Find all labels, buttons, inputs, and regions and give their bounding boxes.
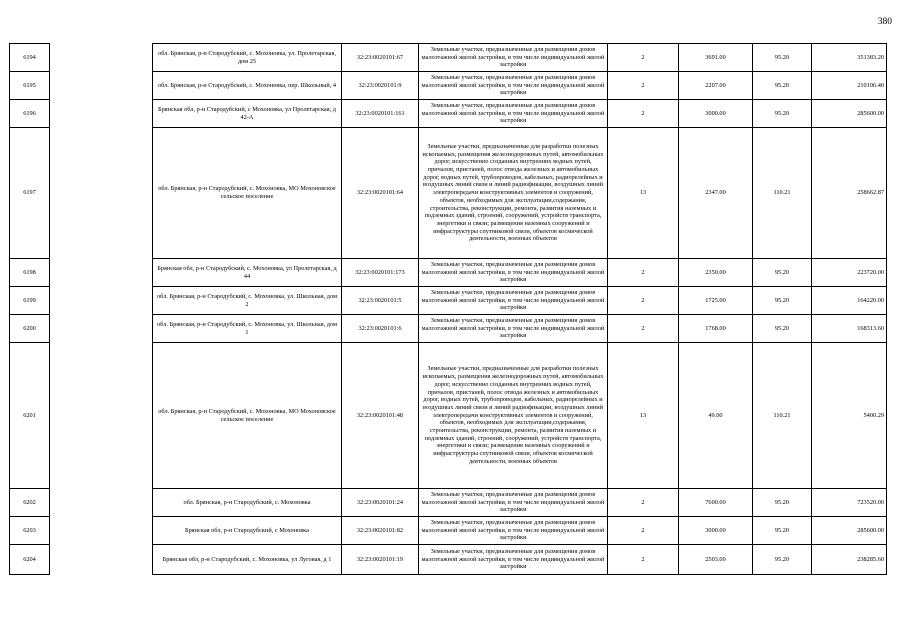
group-code-cell: 2	[608, 72, 679, 100]
area-cell: 1725.00	[679, 287, 753, 315]
group-code-cell: 13	[608, 128, 679, 259]
cadastral-number-cell: 32:23:0020101:82	[342, 517, 419, 545]
cadastral-value-table	[9, 43, 887, 575]
group-code-cell: 2	[608, 545, 679, 575]
cadastral-number-cell: 32:23:0020101:5	[342, 287, 419, 315]
land-use-cell: Земельные участки, предназначенные для размещения домов малоэтажной жилой застройки, в том числе индивидуальной жилой застройки	[419, 259, 608, 287]
address-cell: обл. Брянская, р-н Стародубский, с. Мохоновка, ул. Школьная, дом 1	[153, 315, 342, 343]
spacer-cell	[50, 72, 153, 100]
land-use-cell: Земельные участки, предназначенные для размещения домов малоэтажной жилой застройки, в том числе индивидуальной жилой застройки	[419, 287, 608, 315]
cadastral-value-cell: 238285.60	[812, 545, 887, 575]
land-use-cell: Земельные участки, предназначенные для размещения домов малоэтажной жилой застройки, в том числе индивидуальной жилой застройки	[419, 72, 608, 100]
group-code-cell: 2	[608, 489, 679, 517]
specific-value-cell: 95.20	[753, 517, 812, 545]
spacer-cell	[50, 489, 153, 517]
row-number: 6195	[10, 72, 50, 100]
area-cell: 2207.00	[679, 72, 753, 100]
table-row	[10, 72, 887, 100]
spacer-cell	[50, 517, 153, 545]
row-number: 6194	[10, 44, 50, 72]
cadastral-value-cell: 164220.00	[812, 287, 887, 315]
area-cell: 3000.00	[679, 100, 753, 128]
spacer-cell	[50, 545, 153, 575]
specific-value-cell: 95.20	[753, 545, 812, 575]
row-number: 6204	[10, 545, 50, 575]
cadastral-number-cell: 32:23:0020101:161	[342, 100, 419, 128]
group-code-cell: 2	[608, 259, 679, 287]
specific-value-cell: 95.20	[753, 287, 812, 315]
cadastral-value-cell: 351383.20	[812, 44, 887, 72]
table-row	[10, 343, 887, 489]
specific-value-cell: 110.21	[753, 128, 812, 259]
land-use-cell: Земельные участки, предназначенные для размещения домов малоэтажной жилой застройки, в том числе индивидуальной жилой застройки	[419, 517, 608, 545]
land-use-cell: Земельные участки, предназначенные для разработки полезных ископаемых, размещения железнодорожных путей, автомобильных дорог, искусственно созданных внутренних водных путей, причалов, пристаней, полос отвода железных и автомобильных дорог, водных путей, трубопроводов, кабельных, радиорелейных и воздушных линий связи и линий радиофикации, воздушных линий электропередачи конструктивных элементов и сооружений, объектов, необходимых для эксплуатации,содержания, строительства, реконструкции, ремонта, развития наземных и подземных зданий, строений, сооружений, устройств транспорта, энергетики и связи; размещения наземных сооружений и инфраструктуры спутниковой связи, объектов космической деятельности, военных объектов	[419, 343, 608, 489]
area-cell: 2503.00	[679, 545, 753, 575]
spacer-cell	[50, 343, 153, 489]
table-row	[10, 545, 887, 575]
address-cell: Брянская обл, р-н Стародубский, с. Мохоновка, ул Пролетарская, д 44	[153, 259, 342, 287]
area-cell: 2347.00	[679, 128, 753, 259]
group-code-cell: 2	[608, 44, 679, 72]
table-row	[10, 315, 887, 343]
cadastral-value-cell: 285600.00	[812, 100, 887, 128]
cadastral-value-cell: 285600.00	[812, 517, 887, 545]
spacer-cell	[50, 100, 153, 128]
table-row	[10, 489, 887, 517]
page-number: 380	[877, 17, 892, 27]
spacer-cell	[50, 128, 153, 259]
specific-value-cell: 95.20	[753, 315, 812, 343]
row-number: 6199	[10, 287, 50, 315]
land-use-cell: Земельные участки, предназначенные для размещения домов малоэтажной жилой застройки, в том числе индивидуальной жилой застройки	[419, 489, 608, 517]
cadastral-value-cell: 258662.87	[812, 128, 887, 259]
address-cell: обл. Брянская, р-н Стародубский, с. Мохоновка, МО Мохоновское сельское поселение	[153, 343, 342, 489]
cadastral-number-cell: 32:23:0020101:24	[342, 489, 419, 517]
land-use-cell: Земельные участки, предназначенные для размещения домов малоэтажной жилой застройки, в том числе индивидуальной жилой застройки	[419, 44, 608, 72]
specific-value-cell: 95.20	[753, 72, 812, 100]
area-cell: 2350.00	[679, 259, 753, 287]
cadastral-value-cell: 223720.00	[812, 259, 887, 287]
cadastral-number-cell: 32:23:0020101:48	[342, 343, 419, 489]
row-number: 6203	[10, 517, 50, 545]
address-cell: обл. Брянская, р-н Стародубский, с. Мохоновка, ул. Пролетарская, дом 25	[153, 44, 342, 72]
row-number: 6200	[10, 315, 50, 343]
area-cell: 49.00	[679, 343, 753, 489]
group-code-cell: 2	[608, 100, 679, 128]
address-cell: Брянская обл, р-н Стародубский, с Мохоновка, ул Пролетарская, д 42-А	[153, 100, 342, 128]
group-code-cell: 2	[608, 315, 679, 343]
row-number: 6202	[10, 489, 50, 517]
spacer-cell	[50, 44, 153, 72]
row-number: 6197	[10, 128, 50, 259]
land-use-cell: Земельные участки, предназначенные для разработки полезных ископаемых, размещения железнодорожных путей, автомобильных дорог, искусственно созданных внутренних водных путей, причалов, пристаней, полос отвода железных и автомобильных дорог, водных путей, трубопроводов, кабельных, радиорелейных и воздушных линий связи и линий радиофикации, воздушных линий электропередачи конструктивных элементов и сооружений, объектов, необходимых для эксплуатации,содержания, строительства, реконструкции, ремонта, развития наземных и подземных зданий, строений, сооружений, устройств транспорта, энергетики и связи; размещения наземных сооружений и инфраструктуры спутниковой связи, объектов космической деятельности, военных объектов	[419, 128, 608, 259]
specific-value-cell: 95.20	[753, 489, 812, 517]
group-code-cell: 2	[608, 287, 679, 315]
row-number: 6196	[10, 100, 50, 128]
land-use-cell: Земельные участки, предназначенные для размещения домов малоэтажной жилой застройки, в том числе индивидуальной жилой застройки	[419, 315, 608, 343]
table-row	[10, 259, 887, 287]
specific-value-cell: 95.20	[753, 44, 812, 72]
land-use-cell: Земельные участки, предназначенные для размещения домов малоэтажной жилой застройки, в том числе индивидуальной жилой застройки	[419, 100, 608, 128]
address-cell: обл. Брянская, р-н Стародубский, с. Мохоновка, пер. Школьный, 4	[153, 72, 342, 100]
area-cell: 7600.00	[679, 489, 753, 517]
cadastral-value-cell: 168313.60	[812, 315, 887, 343]
table-row	[10, 100, 887, 128]
cadastral-value-cell: 5400.29	[812, 343, 887, 489]
specific-value-cell: 95.20	[753, 100, 812, 128]
address-cell: Брянская обл, р-н Стародубский, с. Мохоновка, ул Луговая, д 1	[153, 545, 342, 575]
land-use-cell: Земельные участки, предназначенные для размещения домов малоэтажной жилой застройки, в том числе индивидуальной жилой застройки	[419, 545, 608, 575]
table-row	[10, 128, 887, 259]
spacer-cell	[50, 259, 153, 287]
cadastral-number-cell: 32:23:0020101:6	[342, 315, 419, 343]
spacer-cell	[50, 315, 153, 343]
area-cell: 3000.00	[679, 517, 753, 545]
cadastral-number-cell: 32:23:0020101:64	[342, 128, 419, 259]
address-cell: обл. Брянская, р-н Стародубский, с. Мохоновка	[153, 489, 342, 517]
spacer-cell	[50, 287, 153, 315]
group-code-cell: 13	[608, 343, 679, 489]
table-row	[10, 517, 887, 545]
specific-value-cell: 95.20	[753, 259, 812, 287]
group-code-cell: 2	[608, 517, 679, 545]
row-number: 6201	[10, 343, 50, 489]
cadastral-number-cell: 32:23:0020101:9	[342, 72, 419, 100]
row-number: 6198	[10, 259, 50, 287]
address-cell: Брянская обл, р-н Стародубский, с Мохоновка	[153, 517, 342, 545]
address-cell: обл. Брянская, р-н Стародубский, с. Мохоновка, ул. Школьная, дом 2	[153, 287, 342, 315]
area-cell: 1768.00	[679, 315, 753, 343]
specific-value-cell: 110.21	[753, 343, 812, 489]
table-row	[10, 44, 887, 72]
cadastral-number-cell: 32:23:0020101:173	[342, 259, 419, 287]
table-row	[10, 287, 887, 315]
address-cell: обл. Брянская, р-н Стародубский, с. Мохоновка, МО Мохоновское сельское поселение	[153, 128, 342, 259]
cadastral-value-cell: 210106.40	[812, 72, 887, 100]
cadastral-number-cell: 32:23:0020101:19	[342, 545, 419, 575]
area-cell: 3691.00	[679, 44, 753, 72]
cadastral-value-cell: 723520.00	[812, 489, 887, 517]
cadastral-number-cell: 32:23:0020101:67	[342, 44, 419, 72]
